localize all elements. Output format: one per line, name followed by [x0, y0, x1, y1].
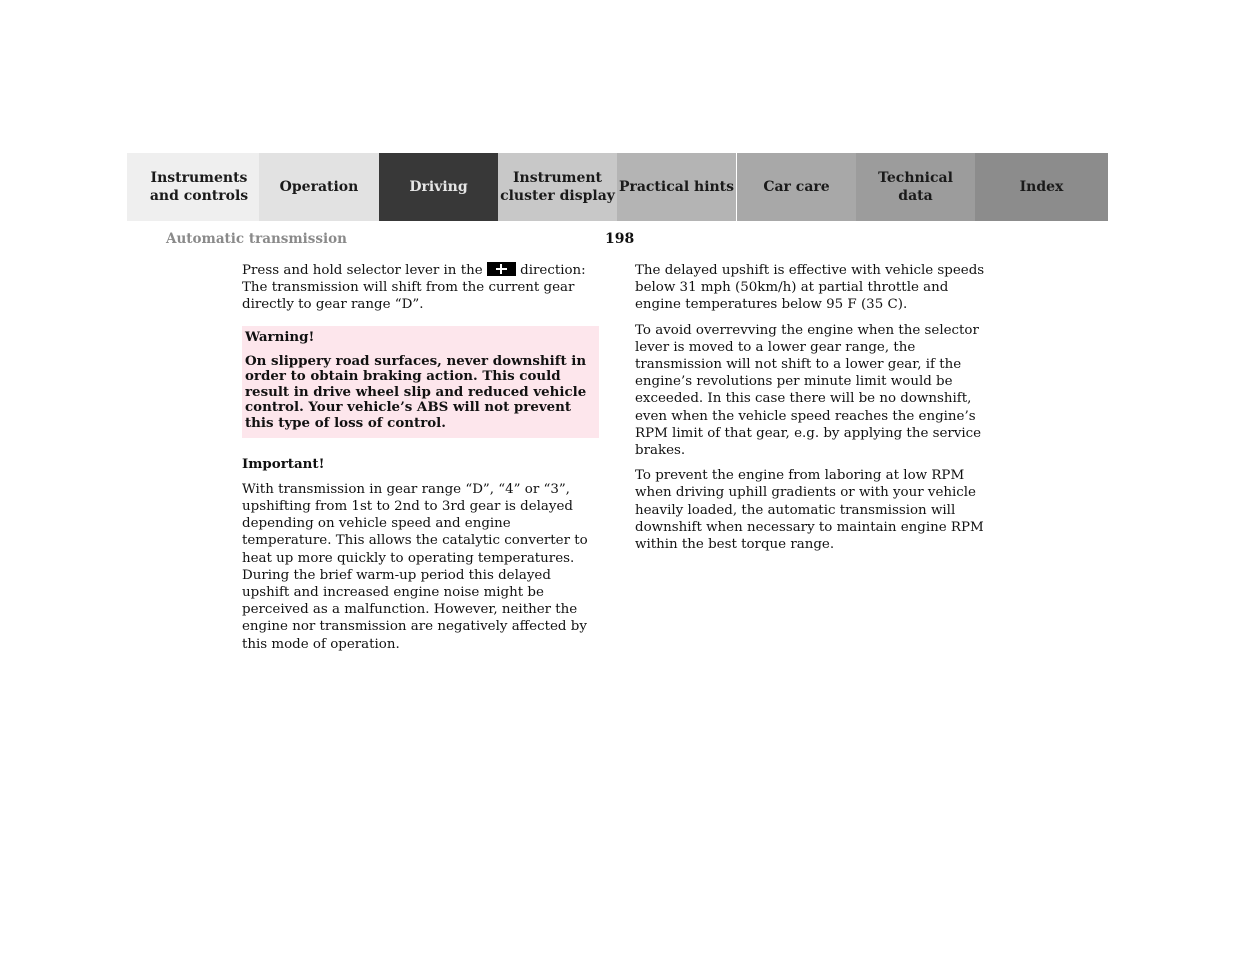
tab-technical-data[interactable]: Technical data: [856, 153, 975, 221]
right-column: [635, 262, 997, 561]
intro-text-before-icon: Press and hold selector lever in the: [242, 263, 483, 278]
warning-body: On slippery road surfaces, never downshift in order to obtain braking action. This could result in drive wheel slip and reduced vehicle control. Your vehicle’s ABS will not prevent this type of loss of control.: [245, 352, 587, 431]
important-paragraph-2: During the brief warm-up period this delayed upshift and increased engine noise might be perceived as a malfunction. However, neither the engine nor transmission are negatively affected by this mode of operation.: [242, 567, 587, 652]
tab-driving[interactable]: Driving: [379, 153, 498, 221]
left-column: [242, 262, 602, 653]
intro-paragraph: [242, 262, 602, 314]
important-paragraph-1: With transmission in gear range “D”, “4” or “3”, upshifting from 1st to 2nd to 3rd gear is delayed depending on vehicle speed and engine temperature. This allows the catalytic converter to heat up more quickly to operating temperatures.: [242, 481, 588, 566]
important-heading: Important!: [242, 455, 325, 472]
tab-practical-hints[interactable]: Practical hints: [617, 153, 737, 221]
tab-operation[interactable]: Operation: [259, 153, 379, 221]
warning-heading: Warning!: [245, 328, 315, 345]
tab-car-care[interactable]: Car care: [737, 153, 856, 221]
right-paragraph-2: To avoid overrevving the engine when the selector lever is moved to a lower gear range, the transmission will not shift to a lower gear, if the engine’s revolutions per minute limit would be exceeded. In this case there will be no downshift, even when the vehicle speed reaches the engine’s RPM limit of that gear, e.g. by applying the service brakes.: [635, 322, 982, 459]
right-paragraph-3: To prevent the engine from laboring at low RPM when driving uphill gradients or with your vehicle heavily loaded, the automatic transmission will downshift when necessary to maintain engine RPM within the best torque range.: [635, 468, 984, 553]
intro-text-rest: The transmission will shift from the current gear directly to gear range “D”.: [242, 280, 575, 313]
warning-box: [242, 326, 599, 438]
section-title: Automatic transmission: [166, 231, 347, 247]
tab-instruments-and-controls[interactable]: Instruments and controls: [127, 153, 259, 221]
plus-key-icon: [487, 262, 516, 276]
page-number: 198: [605, 231, 635, 247]
tab-instrument-cluster-display[interactable]: Instrument cluster display: [498, 153, 617, 221]
section-nav: [127, 153, 1108, 221]
tab-index[interactable]: Index: [975, 153, 1108, 221]
right-paragraph-1: The delayed upshift is effective with vehicle speeds below 31 mph (50km/h) at partial throttle and engine temperatures below 95 F (35 C).: [635, 263, 985, 313]
intro-text-after-icon: direction:: [520, 263, 586, 278]
